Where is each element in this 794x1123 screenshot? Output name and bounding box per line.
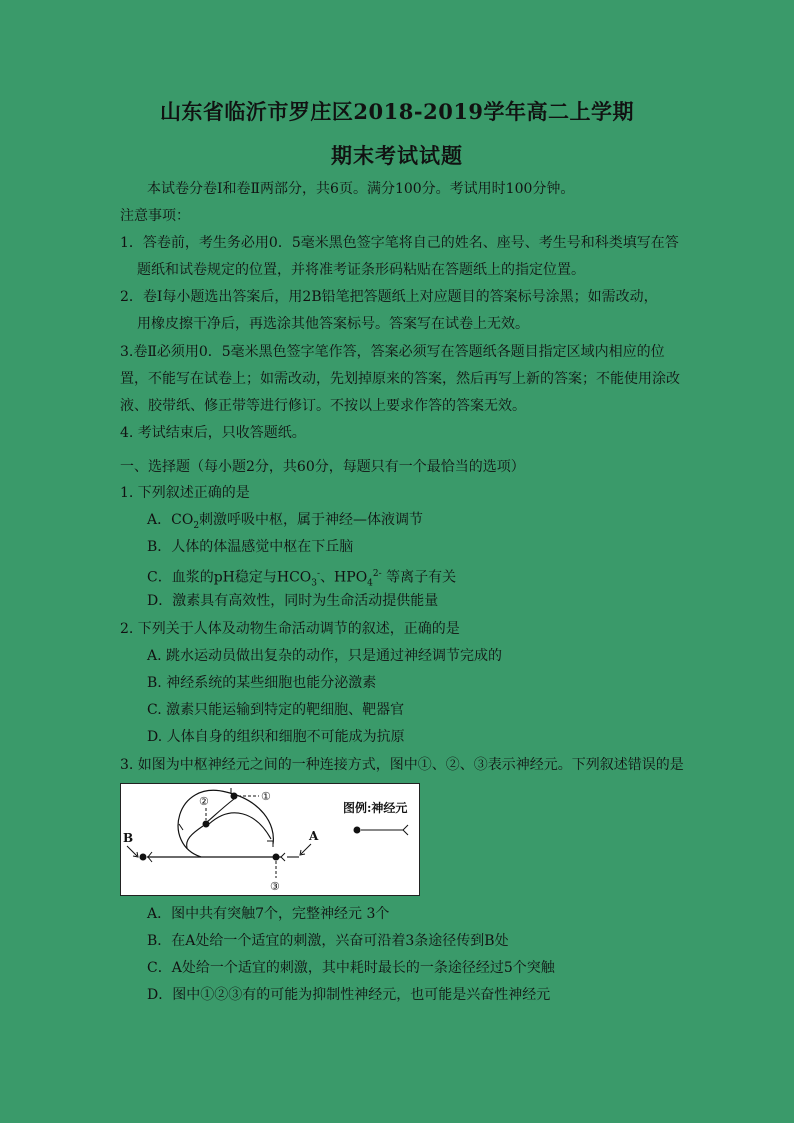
question-2-stem: 2. 下列关于人体及动物生命活动调节的叙述，正确的是 xyxy=(120,621,460,637)
exam-title-line1: 山东省临沂市罗庄区2018-2019学年高二上学期 xyxy=(159,99,635,124)
legend-neuron-terminal xyxy=(403,825,408,835)
question-1-option-d: D．激素具有高效性，同时为生命活动提供能量 xyxy=(147,593,439,609)
note-1-line-b: 题纸和试卷规定的位置，并将准考证条形码粘贴在答题纸上的指定位置。 xyxy=(137,262,585,278)
neuron-2-branch-right xyxy=(209,813,271,839)
question-3-option-a: A．图中共有突触7个，完整神经元 3个 xyxy=(147,906,390,922)
synapse-mid-mark xyxy=(179,824,183,830)
question-2-option-c: C. 激素只能运输到特定的靶细胞、靶器官 xyxy=(147,702,405,718)
neuron-2-body xyxy=(203,821,210,828)
neuron-1-branch xyxy=(207,799,234,822)
question-2-option-b: B. 神经系统的某些细胞也能分泌激素 xyxy=(147,675,377,691)
question-1-option-c: C．血浆的pH稳定与$HCO_3^-$、$HPO_4^{2-}$ 等离子有关 xyxy=(147,569,457,589)
neuron-1-body xyxy=(231,793,238,800)
question-1-stem: 1. 下列叙述正确的是 xyxy=(120,485,250,501)
neuron-left-body xyxy=(140,854,147,861)
question-3-stem: 3. 如图为中枢神经元之间的一种连接方式，图中①、②、③表示神经元。下列叙述错误的是 xyxy=(120,757,684,773)
neuron-connection-diagram xyxy=(120,783,420,896)
note-2-line-b: 用橡皮擦干净后，再选涂其他答案标号。答案写在试卷上无效。 xyxy=(137,316,529,332)
neuron-2-branch-left xyxy=(187,826,203,848)
question-2-option-a: A. 跳水运动员做出复杂的动作，只是通过神经调节完成的 xyxy=(147,648,503,664)
intro-text: 本试卷分卷Ⅰ和卷Ⅱ两部分，共6页。满分100分。考试用时100分钟。 xyxy=(147,181,575,197)
question-1-option-b: B．人体的体温感觉中枢在下丘脑 xyxy=(147,539,354,555)
section-heading: 一、选择题（每小题2分，共60分，每题只有一个最恰当的选项） xyxy=(120,459,525,475)
notes-heading: 注意事项： xyxy=(120,208,190,224)
label-A: A xyxy=(309,829,319,843)
neuron-3-body xyxy=(273,854,280,861)
neuron-diagram-svg xyxy=(121,784,419,895)
label-1: ① xyxy=(261,790,271,803)
synapse-right-upper xyxy=(267,841,273,847)
note-3-line-c: 液、胶带纸、修正带等进行修订。不按以上要求作答的答案无效。 xyxy=(120,398,526,414)
note-2-line-a: 2．卷Ⅰ每小题选出答案后，用2B铅笔把答题纸上对应题目的答案标号涂黑；如需改动， xyxy=(120,289,658,305)
exam-title-line2: 期末考试试题 xyxy=(331,143,463,168)
note-3-line-a: 3.卷Ⅱ必须用0．5毫米黑色签字笔作答，答案必须写在答题纸各题目指定区域内相应的位 xyxy=(120,344,665,360)
note-4: 4. 考试结束后，只收答题纸。 xyxy=(120,425,306,441)
question-3-option-c: C．A处给一个适宜的刺激，其中耗时最长的一条途径经过5个突触 xyxy=(147,960,555,976)
question-1-option-a: A．$CO_2$刺激呼吸中枢，属于神经—体液调节 xyxy=(147,512,424,531)
label-2: ② xyxy=(199,795,209,808)
arrow-B-line xyxy=(127,846,137,856)
legend-label: 图例:神经元 xyxy=(343,801,408,815)
question-2-option-d: D. 人体自身的组织和细胞不可能成为抗原 xyxy=(147,729,405,745)
question-3-option-b: B．在A处给一个适宜的刺激，兴奋可沿着3条途径传到B处 xyxy=(147,933,509,949)
note-3-line-b: 置，不能写在试卷上；如需改动，先划掉原来的答案，然后再写上新的答案；不能使用涂改 xyxy=(120,371,680,387)
synapse-right xyxy=(281,853,285,861)
question-3-option-d: D．图中①②③有的可能为抑制性神经元，也可能是兴奋性神经元 xyxy=(147,987,551,1003)
arrow-A-line xyxy=(301,844,311,854)
label-3: ③ xyxy=(270,880,280,893)
label-B: B xyxy=(123,831,134,845)
legend-neuron-body xyxy=(354,827,361,834)
note-1-line-a: 1．答卷前，考生务必用0．5毫米黑色签字笔将自己的姓名、座号、考生号和科类填写在答 xyxy=(120,235,679,251)
